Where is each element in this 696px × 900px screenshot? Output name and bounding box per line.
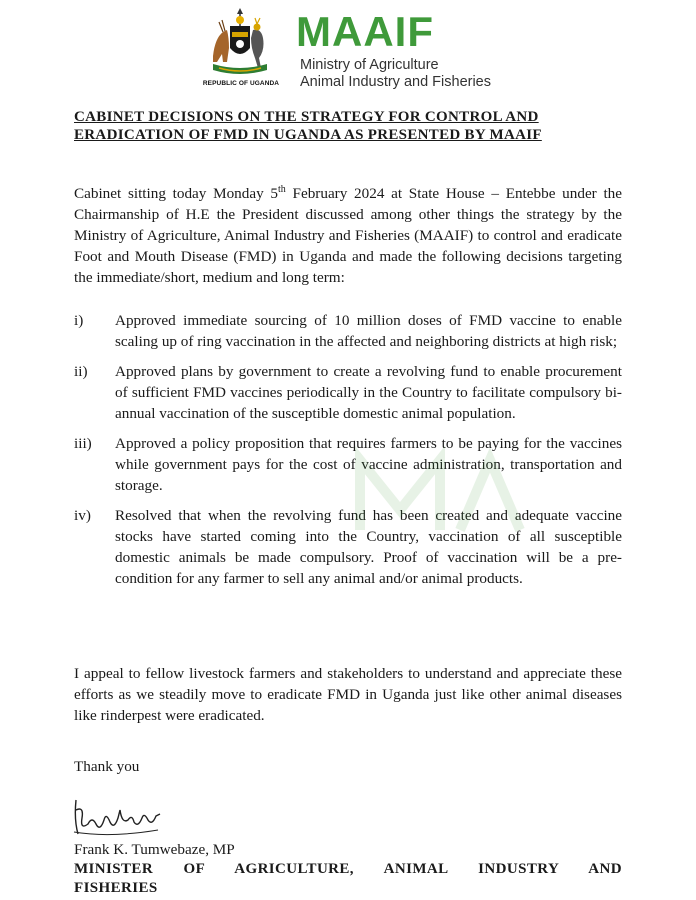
signer-title-line1: MINISTER OF AGRICULTURE, ANIMAL INDUSTRY AND [74, 861, 622, 877]
decision-number: iv) [74, 507, 91, 524]
decision-number: i) [74, 312, 84, 329]
ministry-name-line1: Ministry of Agriculture [300, 57, 439, 73]
intro-text-rest: February 2024 at State House – Entebbe under the Chairmanship of H.E the President discussed among other things the strategy by the Ministry of Agriculture, Animal Industry and Fisheries (MAAIF) to control and eradicate Foot and Mouth Disease (FMD) in Uganda and made the following decisions targeting the immediate/short, medium and long term: [74, 185, 623, 287]
letterhead [0, 0, 696, 100]
decision-item [74, 310, 622, 352]
handwritten-signature-icon [70, 780, 166, 840]
decisions-list [74, 310, 622, 598]
appeal-paragraph: I appeal to fellow livestock farmers and stakeholders to understand and appreciate these efforts as we steadily move to eradicate FMD in Uganda just like other animal diseases like rinderpest were eradicated. [74, 665, 622, 724]
document-title-line1: CABINET DECISIONS ON THE STRATEGY FOR CONTROL AND [74, 109, 539, 125]
ministry-name-line2: Animal Industry and Fisheries [300, 74, 491, 90]
coat-of-arms-caption: REPUBLIC OF UGANDA [202, 80, 280, 87]
decision-item [74, 361, 622, 424]
signer-name: Frank K. Tumwebaze, MP [74, 841, 235, 858]
ministry-name [300, 57, 491, 91]
intro-paragraph [74, 179, 622, 288]
decision-item [74, 505, 622, 589]
decision-text: Approved immediate sourcing of 10 million doses of FMD vaccine to enable scaling up of ring vaccination in the affected and neighboring districts at high risk; [115, 312, 622, 350]
decision-text: Approved a policy proposition that requires farmers to be paying for the vaccines while government pays for the cost of vaccine administration, transportation and storage. [115, 435, 622, 494]
intro-text-start: Cabinet sitting today Monday 5 [74, 185, 279, 203]
signer-title-line2: FISHERIES [74, 880, 158, 896]
closing-thanks: Thank you [74, 758, 140, 775]
uganda-coat-of-arms-icon [205, 8, 275, 78]
document-title [74, 108, 622, 144]
decision-text: Approved plans by government to create a revolving fund to enable procurement of sufficient FMD vaccines periodically in the Country to facilitate compulsory bi-annual vaccination of the susceptible domestic animal population. [115, 363, 622, 422]
decision-number: ii) [74, 363, 88, 380]
decision-item [74, 433, 622, 496]
ministry-brand: MAAIF [296, 8, 434, 55]
document-title-line2: ERADICATION OF FMD IN UGANDA AS PRESENTED BY MAAIF [74, 127, 542, 143]
decision-text: Resolved that when the revolving fund has been created and adequate vaccine stocks have started coming into the Country, vaccination of all susceptible domestic animals be made compulsory. Proof of vaccination will be a pre-condition for any farmer to sell any animal and/or animal products. [115, 507, 622, 587]
intro-superscript: th [278, 184, 286, 195]
decision-number: iii) [74, 435, 92, 452]
